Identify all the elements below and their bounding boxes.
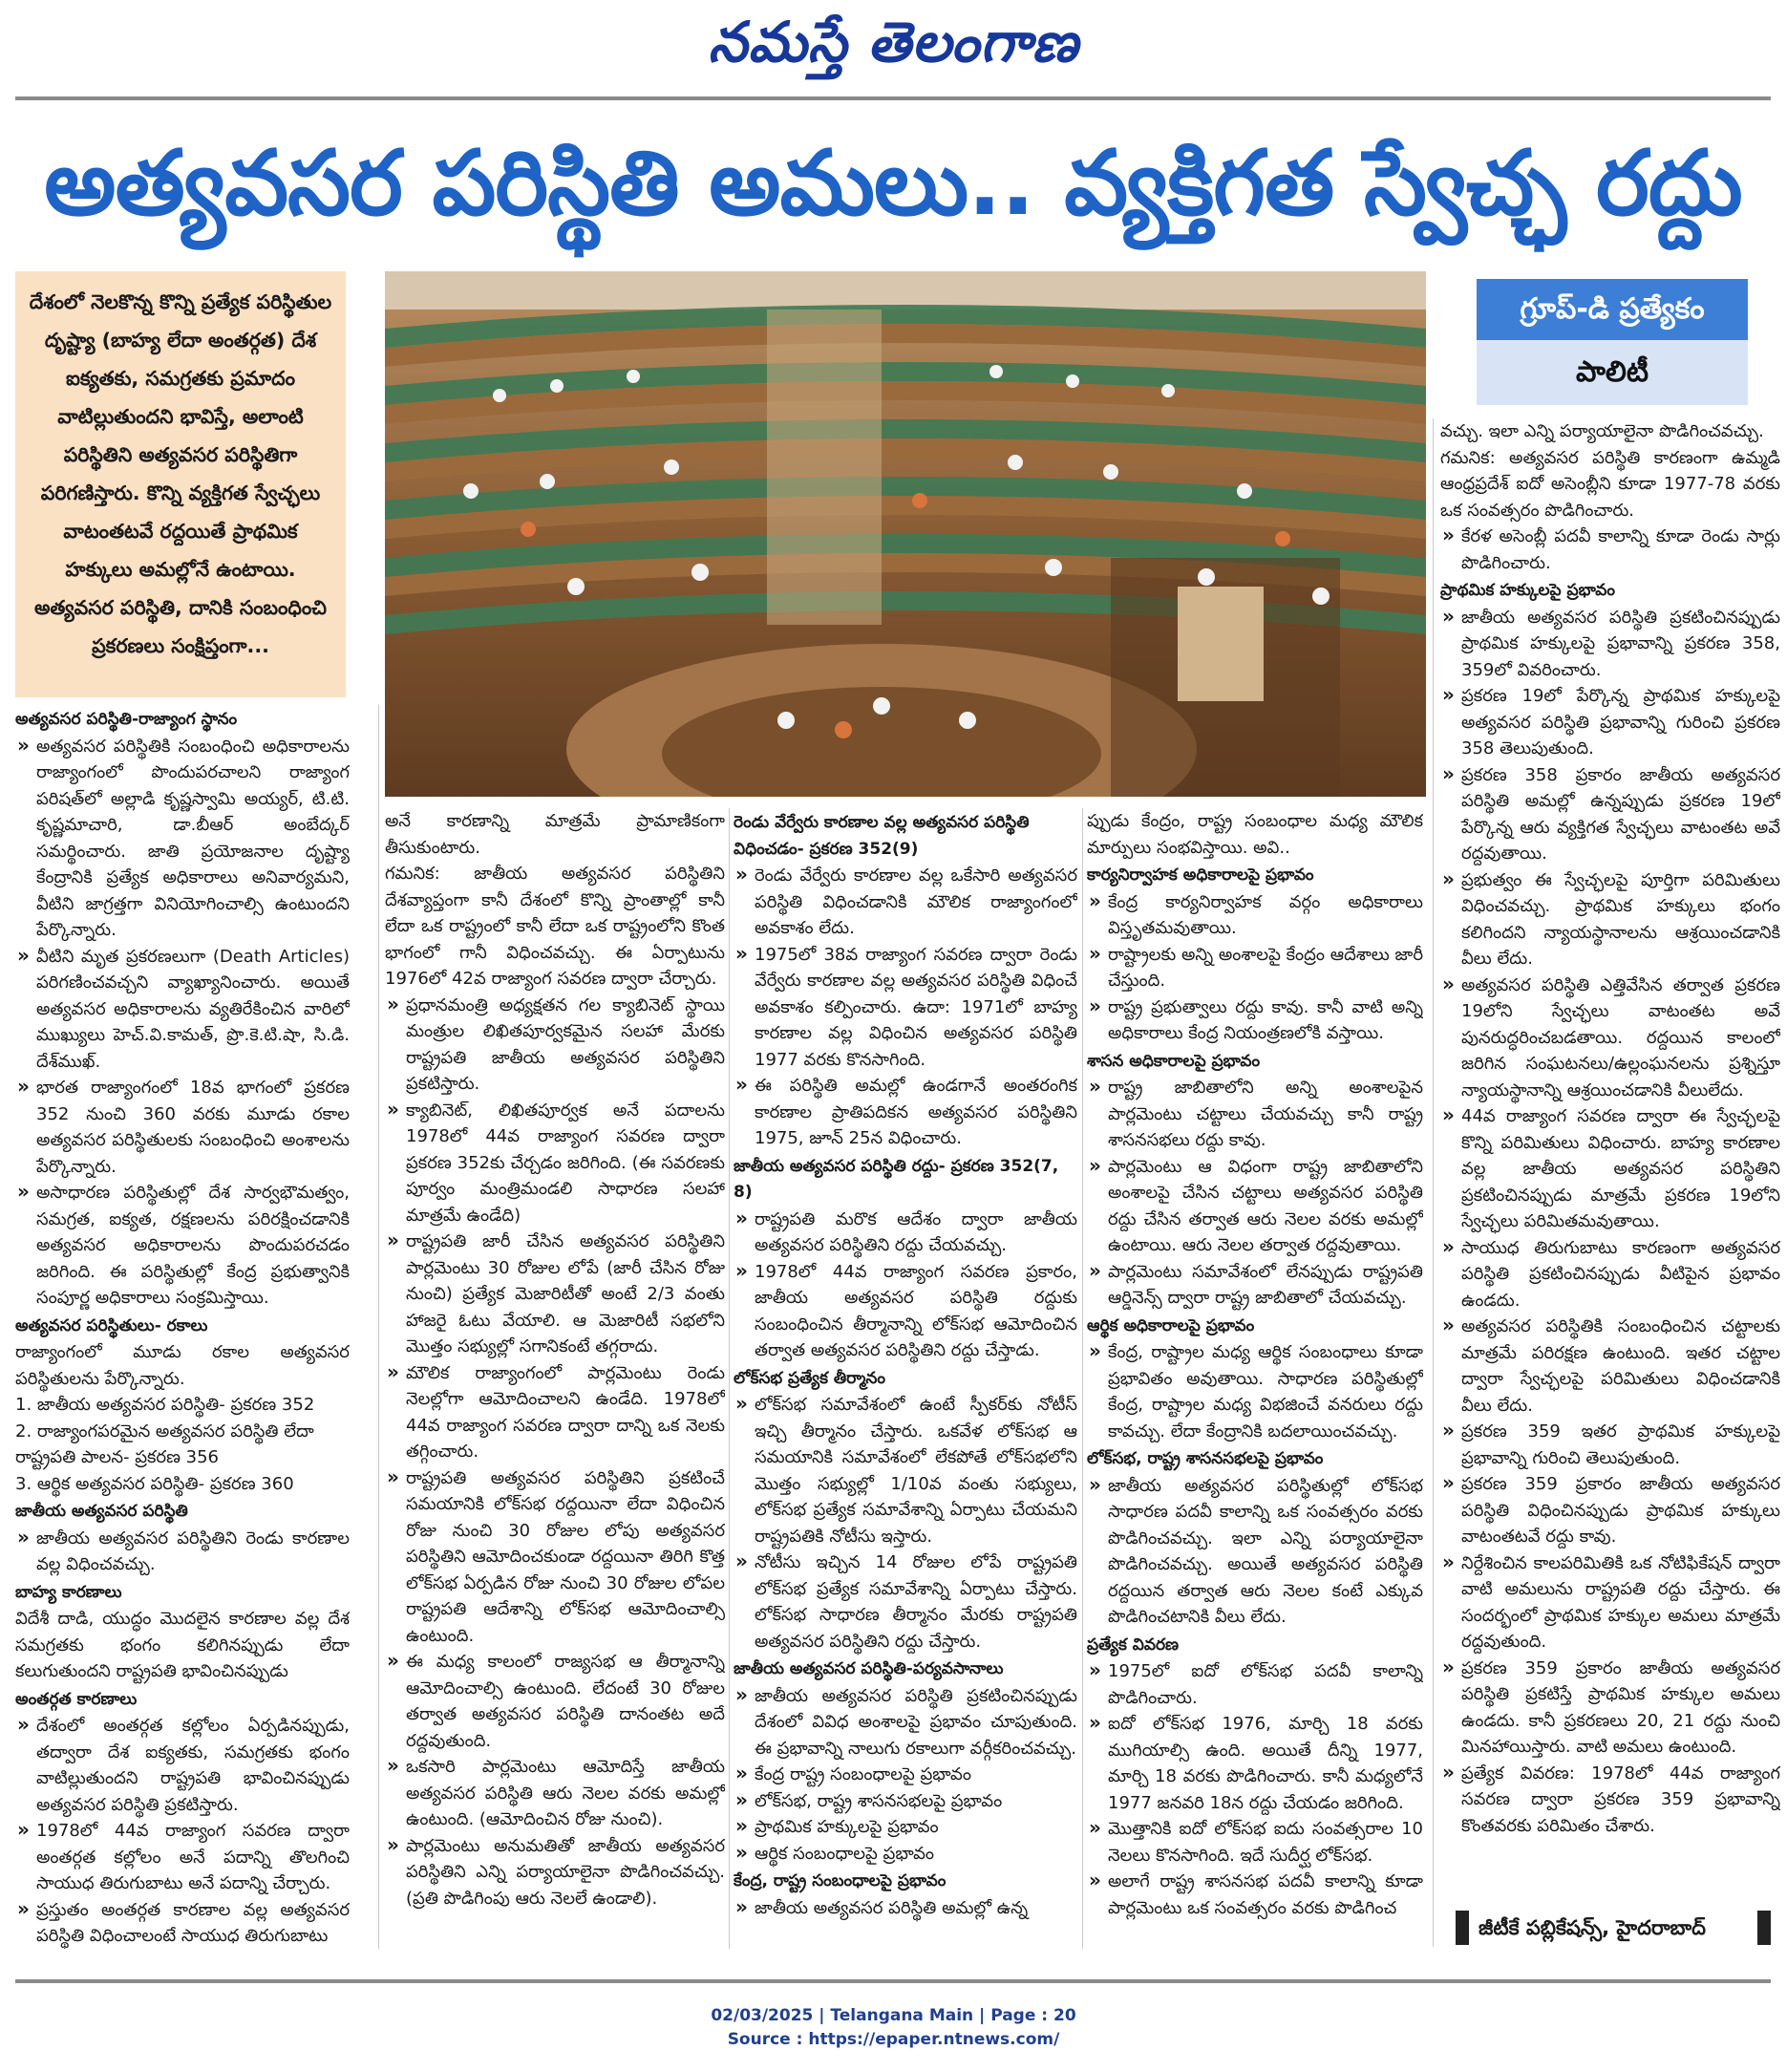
paragraph: ప్పుడు కేంద్రం, రాష్ట్ర సంబంధాల మధ్య మౌలిక మార్పులు సంభవిస్తాయి. అవి.. bbox=[1087, 811, 1423, 858]
bullet-paragraph: » అలాగే రాష్ట్ర శాసనసభ పదవీ కాలాన్ని కూడా పార్లమెంటు ఒక సంవత్సరం వరకు పొడిగించ bbox=[1087, 1869, 1423, 1921]
section-heading: బాహ్య కారణాలు bbox=[15, 1582, 122, 1602]
bullet-paragraph: » రాష్ట్రాలకు అన్ని అంశాలపై కేంద్రం ఆదేశాలు జారీ చేస్తుంది. bbox=[1087, 942, 1423, 994]
bullet-paragraph: » ప్రకరణ 359 ప్రకారం జాతీయ అత్యవసర పరిస్థితి ప్రకటిస్తే ప్రాథమిక హక్కుల అమలు ఉండదు. కానీ ప్రకరణలు 20, 21 రద్దు నుంచి మినహాయిస్తారు. వాటి అమలు ఉంటుంది. bbox=[1440, 1655, 1780, 1761]
bullet-paragraph: » ప్రస్తుతం అంతర్గత కారణాల వల్ల అత్యవసర పరిస్థితి విధించాలంటే సాయుధ తిరుగుబాటు bbox=[15, 1897, 350, 1950]
bullet-paragraph: » నిర్దేశించిన కాలపరిమితికి ఒక నోటిఫికేషన్ ద్వారా వాటి అమలును రాష్ట్రపతి రద్దు చేస్తారు. ఈ సందర్భంలో ప్రాథమిక హక్కుల అమలు మాత్రమే రద్దవుతుంది. bbox=[1440, 1550, 1780, 1655]
bullet-paragraph: » జాతీయ అత్యవసర పరిస్థితి ప్రకటించినప్పుడు ప్రాథమిక హక్కులపై ప్రభావాన్ని ప్రకరణ 358, 359లో వివరించారు. bbox=[1440, 605, 1780, 684]
author-credit bbox=[1456, 1911, 1771, 1945]
bullet-paragraph: » కేరళ అసెంబ్లీ పదవీ కాలాన్ని కూడా రెండు సార్లు పొడిగించారు. bbox=[1440, 523, 1780, 576]
bullet-paragraph: » జాతీయ అత్యవసర పరిస్థితి అమల్లో ఉన్న bbox=[734, 1895, 1077, 1922]
section-heading: శాసన అధికారాలపై ప్రభావం bbox=[1087, 1051, 1261, 1071]
bullet-paragraph: » 1978లో 44వ రాజ్యాంగ సవరణ ప్రకారం, జాతీయ అత్యవసర పరిస్థితి రద్దుకు సంబంధించిన తీర్మానాన్ని లోక్‌సభ ఆమోదించిన తర్వాత అత్యవసర పరిస్థితిని రద్దు చేస్తాడు. bbox=[734, 1259, 1077, 1364]
bullet-paragraph: » రెండు వేర్వేరు కారణాల వల్ల ఒకేసారి అత్యవసర పరిస్థితి విధించడానికి మౌలిక రాజ్యాంగంలో అవకాశం లేదు. bbox=[734, 863, 1077, 942]
bullet-paragraph: » 1975లో ఐదో లోక్‌సభ పదవీ కాలాన్ని పొడిగించారు. bbox=[1087, 1658, 1423, 1711]
bullet-paragraph: » ఒకసారి పార్లమెంటు ఆమోదిస్తే జాతీయ అత్యవసర పరిస్థితి ఆరు నెలల వరకు అమల్లో ఉంటుంది. (ఆమోదించిన రోజు నుంచి). bbox=[385, 1754, 725, 1833]
bullet-paragraph: » లోక్‌సభ సమావేశంలో ఉంటే స్పీకర్‌కు నోటీస్ ఇచ్చి తీర్మానం చేస్తారు. ఒకవేళ లోక్‌సభ ఆ సమయానికి సమావేశంలో లేకపోతే లోక్‌సభలోని మొత్తం సభ్యుల్లో 1/10వ వంతు సభ్యులు, లోక్‌సభ ప్రత్యేక సమావేశాన్ని ఏర్పాటు చేయమని రాష్ట్రపతికి నోటీసు ఇస్తారు. bbox=[734, 1392, 1077, 1549]
article-column-5 bbox=[1440, 418, 1780, 1899]
bullet-paragraph: » రాష్ట్రపతి మరొక ఆదేశం ద్వారా జాతీయ అత్యవసర పరిస్థితిని రద్దు చేయవచ్చు. bbox=[734, 1207, 1077, 1259]
newspaper-logo: నమస్తే తెలంగాణ bbox=[708, 10, 1079, 75]
bullet-paragraph: » అత్యవసర పరిస్థితి ఎత్తివేసిన తర్వాత ప్రకరణ 19లోని స్వేచ్ఛలు వాటంతట అవే పునరుద్ధరించబడతాయి. రద్దయిన కాలంలో జరిగిన సంఘటనలు/ఉల్లంఘనలను ప్రశ్నిస్తూ న్యాయస్థానాన్ని ఆశ్రయించడానికి వీలులేదు. bbox=[1440, 972, 1780, 1104]
headline: అత్యవసర పరిస్థితి అమలు.. వ్యక్తిగత స్వేచ్ఛ రద్దు bbox=[44, 132, 1742, 236]
section-heading: జాతీయ అత్యవసర పరిస్థితి రద్దు- ప్రకరణ 352(7, 8) bbox=[734, 1156, 1059, 1202]
intro-box: దేశంలో నెలకొన్న కొన్ని ప్రత్యేక పరిస్థితుల దృష్ట్యా (బాహ్య లేదా అంతర్గత) దేశ ఐక్యతకు, సమగ్రతకు ప్రమాదం వాటిల్లుతుందని భావిస్తే, అలాంటి పరిస్థితిని అత్యవసర పరిస్థితిగా పరిగణిస్తారు. కొన్ని వ్యక్తిగత స్వేచ్ఛలు వాటంతటవే రద్దయితే ప్రాథమిక హక్కులు అమల్లోనే ఉంటాయి. అత్యవసర పరిస్థితి, దానికి సంబంధించి ప్రకరణలు సంక్షిప్తంగా... bbox=[15, 271, 346, 697]
bullet-paragraph: » ప్రత్యేక వివరణ: 1978లో 44వ రాజ్యాంగ సవరణ ద్వారా ప్రకరణ 359 ప్రభావాన్ని కొంతవరకు పరిమితం చేశారు. bbox=[1440, 1761, 1780, 1840]
section-heading: అంతర్గత కారణాలు bbox=[15, 1689, 138, 1709]
note-paragraph: గమనిక: జాతీయ అత్యవసర పరిస్థితిని దేశవ్యాప్తంగా కానీ దేశంలో కొన్ని ప్రాంతాల్లో కానీ లేదా ఒక రాష్ట్రంలో కానీ లేదా ఒక రాష్ట్రంలోని కొంత భాగంలో గానీ విధించవచ్చు. ఈ ఏర్పాటును 1976లో 42వ రాజ్యాంగ సవరణ ద్వారా చేర్చారు. bbox=[385, 864, 725, 989]
bullet-paragraph: » జాతీయ అత్యవసర పరిస్థితిని రెండు కారణాల వల్ల విధించవచ్చు. bbox=[15, 1526, 350, 1578]
bullet-paragraph: » మొత్తానికి ఐదో లోక్‌సభ ఐదు సంవత్సరాల 10 నెలలు కొనసాగింది. ఇదే సుదీర్ఘ లోక్‌సభ. bbox=[1087, 1816, 1423, 1869]
bullet-paragraph: » రాష్ట్ర జాబితాలోని అన్ని అంశాలపైన పార్లమెంటు చట్టాలు చేయవచ్చు కానీ రాష్ట్ర శాసనసభలు రద్దు కావు. bbox=[1087, 1075, 1423, 1154]
section-heading: లోక్‌సభ, రాష్ట్ర శాసనసభలపై ప్రభావం bbox=[1087, 1449, 1324, 1468]
bullet-paragraph: » పార్లమెంటు అనుమతితో జాతీయ అత్యవసర పరిస్థితిని ఎన్ని పర్యాయాలైనా పొడిగించవచ్చు. (ప్రతి పొడిగింపు ఆరు నెలలే ఉండాలి). bbox=[385, 1833, 725, 1912]
column-divider bbox=[1082, 808, 1083, 1949]
numbered-item: 1. జాతీయ అత్యవసర పరిస్థితి- ప్రకరణ 352 bbox=[15, 1395, 315, 1415]
article-column-4 bbox=[1087, 808, 1423, 1949]
article-column-1 bbox=[15, 705, 350, 1949]
section-heading: అత్యవసర పరిస్థితి-రాజ్యాంగ స్థానం bbox=[15, 710, 238, 729]
credit-bar-left bbox=[1456, 1911, 1469, 1945]
bullet-paragraph: » జాతీయ అత్యవసర పరిస్థితుల్లో లోక్‌సభ సాధారణ పదవీ కాలాన్ని ఒక సంవత్సరం వరకు పొడిగించవచ్చు. ఇలా ఎన్ని పర్యాయాలైనా పొడిగించవచ్చు. అయితే అత్యవసర పరిస్థితి రద్దయిన తర్వాత ఆరు నెలల కంటే ఎక్కువ పొడిగించటానికి వీలు లేదు. bbox=[1087, 1473, 1423, 1631]
bullet-paragraph: » ప్రకరణ 19లో పేర్కొన్న ప్రాథమిక హక్కులపై అత్యవసర పరిస్థితి ప్రభావాన్ని గురించి ప్రకరణ 358 తెలుపుతుంది. bbox=[1440, 683, 1780, 762]
masthead bbox=[0, 0, 1787, 100]
bullet-paragraph: » ఈ మధ్య కాలంలో రాజ్యసభ ఆ తీర్మానాన్ని ఆమోదించాల్సి ఉంటుంది. లేదంటే 30 రోజుల తర్వాత అత్యవసర పరిస్థితి దానంతట అదే రద్దవుతుంది. bbox=[385, 1649, 725, 1754]
bullet-paragraph: » ప్రకరణ 359 ఇతర ప్రాథమిక హక్కులపై ప్రభావాన్ని గురించి తెలుపుతుంది. bbox=[1440, 1419, 1780, 1471]
bullet-paragraph: » జాతీయ అత్యవసర పరిస్థితి ప్రకటించినప్పుడు దేశంలో వివిధ అంశాలపై ప్రభావం చూపుతుంది. ఈ ప్రభావాన్ని నాలుగు రకాలుగా వర్గీకరించవచ్చు. bbox=[734, 1683, 1077, 1762]
bullet-paragraph: » ఆర్థిక సంబంధాలపై ప్రభావం bbox=[734, 1841, 1077, 1868]
bullet-paragraph: » 44వ రాజ్యాంగ సవరణ ద్వారా ఈ స్వేచ్ఛలపై కొన్ని పరిమితులు విధించారు. బాహ్య కారణాల వల్ల జాతీయ అత్యవసర పరిస్థితిని ప్రకటించినప్పుడు మాత్రమే ప్రకరణ 19లోని స్వేచ్ఛలు పరిమితమవుతాయి. bbox=[1440, 1103, 1780, 1235]
credit-text: జీటీకే పబ్లికేషన్స్, హైదరాబాద్ bbox=[1479, 1916, 1706, 1939]
section-heading: రెండు వేర్వేరు కారణాల వల్ల అత్యవసర పరిస్థితి విధించడం- ప్రకరణ 352(9) bbox=[734, 813, 1030, 859]
section-heading: కేంద్ర, రాష్ట్ర సంబంధాలపై ప్రభావం bbox=[734, 1871, 947, 1890]
bullet-paragraph: » నోటీసు ఇచ్చిన 14 రోజుల లోపే రాష్ట్రపతి లోక్‌సభ ప్రత్యేక సమావేశాన్ని ఏర్పాటు చేస్తారు. లోక్‌సభ సాధారణ తీర్మానం మేరకు రాష్ట్రపతి అత్యవసర పరిస్థితిని రద్దు చేస్తారు. bbox=[734, 1549, 1077, 1655]
bullet-paragraph: » ఈ పరిస్థితి అమల్లో ఉండగానే అంతరంగిక కారణాల ప్రాతిపదికన అత్యవసర పరిస్థితిని 1975, జూన్ 25న విధించారు. bbox=[734, 1073, 1077, 1152]
article-column-3 bbox=[734, 808, 1077, 1949]
bullet-paragraph: » ప్రాథమిక హక్కులపై ప్రభావం bbox=[734, 1814, 1077, 1841]
bullet-paragraph: » కేంద్ర, రాష్ట్రాల మధ్య ఆర్థిక సంబంధాలు కూడా ప్రభావితం అవుతాయి. సాధారణ పరిస్థితుల్లో కేంద్ర, రాష్ట్రాల మధ్య విభజించే వనరులు రద్దు కావచ్చు. లేదా కేంద్రానికి బదలాయించవచ్చు. bbox=[1087, 1339, 1423, 1444]
bullet-paragraph: » భారత రాజ్యాంగంలో 18వ భాగంలో ప్రకరణ 352 నుంచి 360 వరకు మూడు రకాల అత్యవసర పరిస్థితులకు సంబంధించి అంశాలను పేర్కొన్నారు. bbox=[15, 1075, 350, 1180]
bullet-paragraph: » క్యాబినెట్, లిఖితపూర్వక అనే పదాలను 1978లో 44వ రాజ్యాంగ సవరణ ద్వారా ప్రకరణ 352కు చేర్చడం జరిగింది. (ఈ సవరణకు పూర్వం మంత్రిమండలి సాధారణ సలహా మాత్రమే ఉండేది) bbox=[385, 1098, 725, 1229]
bullet-paragraph: » పార్లమెంటు సమావేశంలో లేనప్పుడు రాష్ట్రపతి ఆర్డినెన్స్ ద్వారా రాష్ట్ర జాబితాలో చేయవచ్చు. bbox=[1087, 1259, 1423, 1312]
article-column-2 bbox=[385, 808, 725, 1949]
footer-edition: 02/03/2025 | Telangana Main | Page : 20 bbox=[711, 2006, 1076, 2025]
section-heading: అత్యవసర పరిస్థితులు- రకాలు bbox=[15, 1315, 208, 1335]
credit-bar-right bbox=[1757, 1911, 1771, 1945]
top-divider bbox=[15, 96, 1771, 100]
bullet-paragraph: » మౌలిక రాజ్యాంగంలో పార్లమెంటు రెండు నెలల్లోగా ఆమోదించాలని ఉండేది. 1978లో 44వ రాజ్యాంగ సవరణ ద్వారా దాన్ని ఒక నెలకు తగ్గించారు. bbox=[385, 1360, 725, 1465]
bullet-paragraph: » ఐదో లోక్‌సభ 1976, మార్చి 18 వరకు ముగియాల్సి ఉంది. అయితే దీన్ని 1977, మార్చి 18 వరకు పొడిగించారు. కానీ మధ్యలోనే 1977 జనవరి 18న రద్దు చేయడం జరిగింది. bbox=[1087, 1711, 1423, 1816]
footer-source-link[interactable]: Source : https://epaper.ntnews.com/ bbox=[727, 2030, 1060, 2049]
bullet-paragraph: » పార్లమెంటు ఆ విధంగా రాష్ట్ర జాబితాలోని అంశాలపై చేసిన చట్టాలు అత్యవసర పరిస్థితి రద్దు చేసిన తర్వాత ఆరు నెలల వరకు అమల్లో ఉంటాయి. ఆరు నెలల తర్వాత రద్దవుతాయి. bbox=[1087, 1154, 1423, 1259]
bullet-paragraph: » అసాధారణ పరిస్థితుల్లో దేశ సార్వభౌమత్వం, సమగ్రత, ఐక్యత, రక్షణలను పరిరక్షించడానికి అత్యవసర అధికారాలను పొందుపరచడం జరిగింది. ఈ పరిస్థితుల్లో కేంద్ర ప్రభుత్వానికి సంపూర్ణ అధికారాలు సంక్రమిస్తాయి. bbox=[15, 1180, 350, 1312]
section-heading: ప్రాథమిక హక్కులపై ప్రభావం bbox=[1440, 581, 1615, 600]
badge-top: గ్రూప్-డి ప్రత్యేకం bbox=[1477, 279, 1748, 340]
bullet-paragraph: » 1978లో 44వ రాజ్యాంగ సవరణ ద్వారా అంతర్గత కల్లోలం అనే పదాన్ని తొలగించి సాయుధ తిరుగుబాటు అనే పదాన్ని చేర్చారు. bbox=[15, 1818, 350, 1897]
bullet-paragraph: » రాష్ట్రపతి జారీ చేసిన అత్యవసర పరిస్థితిని పార్లమెంటు 30 రోజుల లోపే (జారీ చేసిన రోజు నుంచి) ప్రత్యేక మెజారిటీతో అంటే 2/3 వంతు హాజరై ఓటు వేయాలి. ఆ మెజారిటీ సభలోని మొత్తం సభ్యుల్లో సగానికంటే తగ్గరాదు. bbox=[385, 1228, 725, 1360]
bullet-paragraph: » అత్యవసర పరిస్థితికి సంబంధించిన చట్టాలకు మాత్రమే పరిరక్షణ ఉంటుంది. ఇతర చట్టాల ద్వారా స్వేచ్ఛలపై పరిమితులు విధించడానికి వీలు లేదు. bbox=[1440, 1314, 1780, 1419]
badge-bottom: పాలిటీ bbox=[1477, 340, 1748, 405]
column-divider bbox=[1433, 418, 1434, 1947]
column-divider bbox=[729, 808, 730, 1949]
parliament-photo-illustration bbox=[385, 271, 1426, 797]
bullet-paragraph: » కేంద్ర రాష్ట్ర సంబంధాలపై ప్రభావం bbox=[734, 1762, 1077, 1788]
parliament-photo bbox=[385, 271, 1426, 797]
bullet-paragraph: » రాష్ట్ర ప్రభుత్వాలు రద్దు కావు. కానీ వాటి అన్ని అధికారాలు కేంద్ర నియంత్రణలోకి వస్తాయి. bbox=[1087, 994, 1423, 1047]
bullet-paragraph: » 1975లో 38వ రాజ్యాంగ సవరణ ద్వారా రెండు వేర్వేరు కారణాల వల్ల అత్యవసర పరిస్థితి విధించే అవకాశం కల్పించారు. ఉదా: 1971లో బాహ్య కారణాల వల్ల విధించిన అత్యవసర పరిస్థితి 1977 వరకు కొనసాగింది. bbox=[734, 942, 1077, 1074]
section-heading: జాతీయ అత్యవసర పరిస్థితి bbox=[15, 1502, 188, 1521]
section-heading: ప్రత్యేక వివరణ bbox=[1087, 1634, 1180, 1655]
bottom-divider bbox=[15, 1979, 1771, 1983]
bullet-paragraph: » వీటిని మృత ప్రకరణలుగా (Death Articles) పరిగణించవచ్చని వ్యాఖ్యానించారు. అయితే అత్యవసర అధికారాలను వ్యతిరేకించిన వారిలో ముఖ్యులు హెచ్.వి.కామత్, ప్రొ.కె.టి.షా, సి.డి. దేశ్‌ముఖ్. bbox=[15, 944, 350, 1076]
bullet-paragraph: » ప్రధానమంత్రి అధ్యక్షతన గల క్యాబినెట్ స్థాయి మంత్రుల లిఖితపూర్వకమైన సలహా మేరకు రాష్ట్రపతి జాతీయ అత్యవసర పరిస్థితిని ప్రకటిస్తారు. bbox=[385, 993, 725, 1098]
numbered-item: 3. ఆర్థిక అత్యవసర పరిస్థితి- ప్రకరణ 360 bbox=[15, 1473, 294, 1494]
note-paragraph: గమనిక: అత్యవసర పరిస్థితి కారణంగా ఉమ్మడి ఆంధ్రప్రదేశ్ ఐదో అసెంబ్లీని కూడా 1977-78 వరకు ఒక సంవత్సరం పొడిగించారు. bbox=[1440, 447, 1780, 521]
bullet-paragraph: » రాష్ట్రపతి అత్యవసర పరిస్థితిని ప్రకటించే సమయానికి లోక్‌సభ రద్దయినా లేదా విధించిన రోజు నుంచి 30 రోజుల లోపు అత్యవసర పరిస్థితిని ఆమోదించకుండా రద్దయినా తిరిగి కొత్త లోక్‌సభ ఏర్పడిన రోజు నుంచి 30 రోజుల లోపల రాష్ట్రపతి ఆదేశాన్ని లోక్‌సభ ఆమోదించాల్సి ఉంటుంది. bbox=[385, 1465, 725, 1650]
bullet-paragraph: » ప్రభుత్వం ఈ స్వేచ్ఛలపై పూర్తిగా పరిమితులు విధించవచ్చు. ప్రాథమిక హక్కులు భంగం కలిగిందని న్యాయస్థానాలను ఆశ్రయించడానికి వీలు లేదు. bbox=[1440, 867, 1780, 972]
paragraph: అనే కారణాన్ని మాత్రమే ప్రామాణికంగా తీసుకుంటారు. bbox=[385, 811, 725, 858]
section-badge bbox=[1477, 279, 1748, 405]
column-divider bbox=[378, 705, 379, 1949]
paragraph: విదేశీ దాడి, యుద్ధం మొదలైన కారణాల వల్ల దేశ సమగ్రతకు భంగం కలిగినప్పుడు లేదా కలుగుతుందని రాష్ట్రపతి భావించినప్పుడు bbox=[15, 1609, 350, 1681]
section-heading: జాతీయ అత్యవసర పరిస్థితి-పర్యవసానాలు bbox=[734, 1659, 1004, 1678]
section-heading: లోక్‌సభ ప్రత్యేక తీర్మానం bbox=[734, 1368, 885, 1388]
bullet-paragraph: » దేశంలో అంతర్గత కల్లోలం ఏర్పడినప్పుడు, తద్వారా దేశ ఐక్యతకు, సమగ్రతకు భంగం వాటిల్లుతుందని రాష్ట్రపతి భావించినప్పుడు అత్యవసర పరిస్థితి ప్రకటిస్తారు. bbox=[15, 1713, 350, 1818]
section-heading: కార్యనిర్వాహక అధికారాలపై ప్రభావం bbox=[1087, 865, 1314, 885]
paragraph: రాజ్యాంగంలో మూడు రకాల అత్యవసర పరిస్థితులను పేర్కొన్నారు. bbox=[15, 1342, 350, 1389]
bullet-paragraph: » అత్యవసర పరిస్థితికి సంబంధించి అధికారాలను రాజ్యాంగంలో పొందుపరచాలని రాజ్యాంగ పరిషత్‌లో అల్లాడి కృష్ణస్వామి అయ్యర్, టి.టి. కృష్ణమాచారి, డా.బీఆర్ అంబేద్కర్ సమర్థించారు. జాతి ప్రయోజనాల దృష్ట్యా కేంద్రానికి ప్రత్యేక అధికారాలు అనివార్యమని, వీటిని జాగ్రత్తగా వినియోగించాల్సి ఉంటుందని పేర్కొన్నారు. bbox=[15, 734, 350, 944]
section-heading: ఆర్థిక అధికారాలపై ప్రభావం bbox=[1087, 1315, 1255, 1335]
bullet-paragraph: » కేంద్ర కార్యనిర్వాహక వర్గం అధికారాలు విస్తృతమవుతాయి. bbox=[1087, 889, 1423, 942]
bullet-paragraph: » లోక్‌సభ, రాష్ట్ర శాసనసభలపై ప్రభావం bbox=[734, 1788, 1077, 1815]
numbered-item: 2. రాజ్యాంగపరమైన అత్యవసర పరిస్థితి లేదా రాష్ట్రపతి పాలన- ప్రకరణ 356 bbox=[15, 1420, 314, 1467]
bullet-paragraph: » ప్రకరణ 358 ప్రకారం జాతీయ అత్యవసర పరిస్థితి అమల్లో ఉన్నప్పుడు ప్రకరణ 19లో పేర్కొన్న ఆరు వ్యక్తిగత స్వేచ్ఛలు వాటంతట అవే రద్దవుతాయి. bbox=[1440, 762, 1780, 867]
paragraph: వచ్చు. ఇలా ఎన్ని పర్యాయాలైనా పొడిగించవచ్చు. bbox=[1440, 421, 1764, 441]
bullet-paragraph: » సాయుధ తిరుగుబాటు కారణంగా అత్యవసర పరిస్థితి ప్రకటించినప్పుడు వీటిపైన ప్రభావం ఉండదు. bbox=[1440, 1235, 1780, 1314]
page-footer bbox=[0, 2004, 1787, 2052]
bullet-paragraph: » ప్రకరణ 359 ప్రకారం జాతీయ అత్యవసర పరిస్థితి విధించినప్పుడు ప్రాథమిక హక్కులు వాటంతటవే రద్దు కావు. bbox=[1440, 1471, 1780, 1550]
